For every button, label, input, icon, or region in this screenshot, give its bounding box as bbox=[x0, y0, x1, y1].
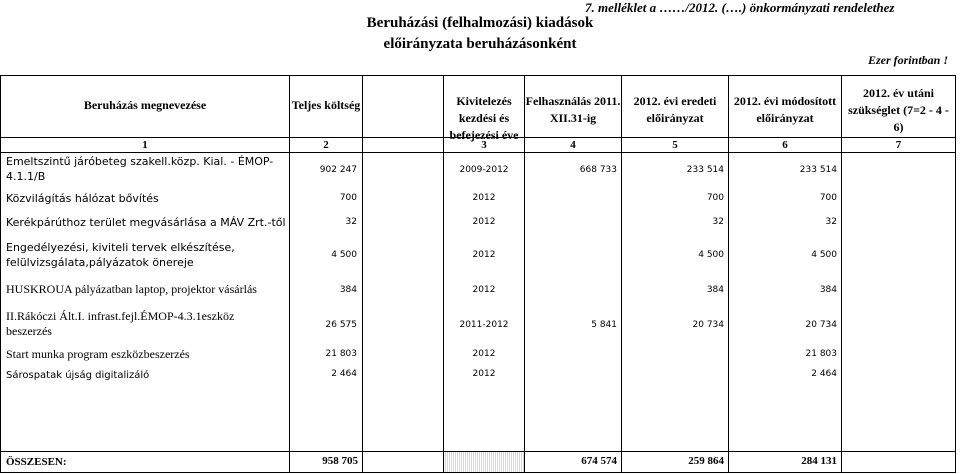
title-line-2: előirányzata beruházásonként bbox=[383, 36, 577, 52]
row-5-total: 384 bbox=[339, 285, 357, 295]
col-header-after: 2012. év utáni szükséglet (7=2 - 4 - 6) bbox=[848, 86, 949, 134]
row-3-years: 2012 bbox=[472, 217, 496, 227]
row-5-original: 384 bbox=[706, 285, 724, 295]
row-5-years: 2012 bbox=[472, 285, 496, 295]
row-6-total: 26 575 bbox=[325, 320, 357, 330]
row-1-name: Emeltszintű járóbeteg szakell.közp. Kial. - ÉMOP-4.1.1/B bbox=[6, 155, 274, 183]
row-1-years: 2009-2012 bbox=[459, 165, 509, 175]
total-original-sum: 259 864 bbox=[688, 455, 724, 467]
row-7-name: Start munka program eszközbeszerzés bbox=[6, 347, 190, 361]
total-usage-sum: 674 574 bbox=[581, 455, 617, 467]
row-4-name: Engedélyezési, kiviteli tervek elkészítése, felülvizsgálata,pályázatok önereje bbox=[6, 241, 235, 269]
row-2-name: Közvilágítás hálózat bővítés bbox=[6, 192, 159, 205]
total-label: ÖSSZESEN: bbox=[6, 456, 67, 468]
row-4-original: 4 500 bbox=[698, 250, 724, 260]
col-number-4: 4 bbox=[570, 139, 576, 151]
row-7-years: 2012 bbox=[472, 349, 496, 359]
row-6-original: 20 734 bbox=[692, 320, 724, 330]
row-6-name: II.Rákóczi Ált.I. infrast.fejl.ÉMOP-4.3.1eszköz beszerzés bbox=[6, 309, 235, 338]
col-header-modified: 2012. évi módosított előirányzat bbox=[733, 94, 837, 125]
row-2-modified: 700 bbox=[819, 193, 837, 203]
col-header-name: Beruházás megnevezése bbox=[83, 98, 207, 112]
row-3-original: 32 bbox=[712, 217, 724, 227]
row-5-modified: 384 bbox=[819, 285, 837, 295]
row-6-years: 2011-2012 bbox=[459, 320, 509, 330]
row-1-modified: 233 514 bbox=[799, 165, 837, 175]
row-8-total: 2 464 bbox=[331, 369, 357, 379]
col-number-5: 5 bbox=[672, 139, 678, 151]
row-5-name: HUSKROUA pályázatban laptop, projektor vásárlás bbox=[6, 282, 257, 296]
col-header-total-cost: Teljes költség bbox=[291, 98, 361, 112]
row-1-total: 902 247 bbox=[319, 165, 357, 175]
row-4-total: 4 500 bbox=[331, 250, 357, 260]
total-cost-sum: 958 705 bbox=[322, 455, 358, 467]
col-number-1: 1 bbox=[142, 139, 148, 151]
total-modified-sum: 284 131 bbox=[801, 455, 837, 467]
row-8-modified: 2 464 bbox=[811, 369, 837, 379]
row-1-usage: 668 733 bbox=[579, 165, 617, 175]
row-6-modified: 20 734 bbox=[805, 320, 837, 330]
row-4-years: 2012 bbox=[472, 250, 496, 260]
col-number-7: 7 bbox=[895, 139, 902, 151]
row-3-total: 32 bbox=[345, 217, 357, 227]
row-8-name: Sárospatak újság digitalizáló bbox=[6, 370, 150, 381]
col-header-start-end: Kivitelezés kezdési és befejezési éve bbox=[449, 94, 519, 142]
title-line-1: Beruházási (felhalmozási) kiadások bbox=[366, 15, 594, 31]
col-number-2: 2 bbox=[323, 139, 329, 151]
row-6-usage: 5 841 bbox=[591, 320, 617, 330]
row-7-total: 21 803 bbox=[325, 349, 357, 359]
row-7-modified: 21 803 bbox=[805, 349, 837, 359]
row-4-modified: 4 500 bbox=[811, 250, 837, 260]
row-3-name: Kerékpárúthoz terület megvásárlása a MÁV Zrt.-től bbox=[6, 216, 286, 229]
row-3-modified: 32 bbox=[825, 217, 837, 227]
col-number-6: 6 bbox=[782, 139, 788, 151]
annex-reference: 7. melléklet a ……/2012. (….) önkormányzati rendelethez bbox=[585, 0, 895, 15]
col-number-3: 3 bbox=[481, 139, 487, 151]
col-header-original: 2012. évi eredeti előirányzat bbox=[633, 94, 717, 125]
budget-table bbox=[0, 75, 956, 473]
row-2-original: 700 bbox=[706, 193, 724, 203]
row-2-years: 2012 bbox=[472, 193, 496, 203]
page-title bbox=[320, 13, 640, 55]
row-8-years: 2012 bbox=[472, 369, 496, 379]
col-header-usage: Felhasználás 2011. XII.31-ig bbox=[525, 94, 621, 125]
row-1-original: 233 514 bbox=[686, 165, 724, 175]
row-2-total: 700 bbox=[339, 193, 357, 203]
currency-note: Ezer forintban ! bbox=[867, 53, 948, 67]
